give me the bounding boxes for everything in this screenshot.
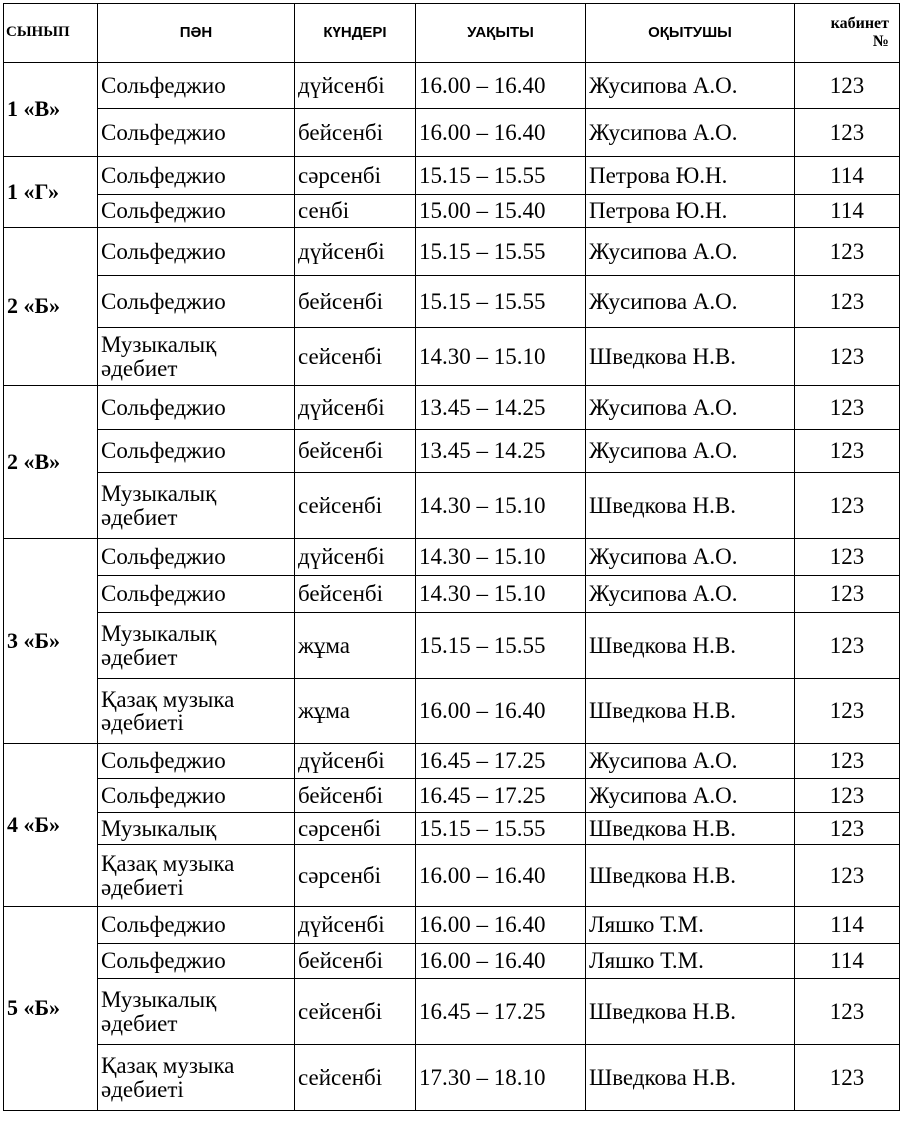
header-room-line2: № xyxy=(872,33,889,50)
teacher-cell: Шведкова Н.В. xyxy=(586,979,795,1045)
class-cell: 5 «Б» xyxy=(4,907,98,1111)
subject-line: әдебиет xyxy=(101,1010,178,1036)
table-row xyxy=(4,228,900,276)
room-cell: 114 xyxy=(795,195,900,228)
room-cell: 114 xyxy=(795,907,900,944)
time-cell: 17.30 – 18.10 xyxy=(416,1045,586,1111)
time-cell: 16.00 – 16.40 xyxy=(416,907,586,944)
room-cell: 123 xyxy=(795,813,900,845)
subject-cell xyxy=(98,613,295,679)
header-row xyxy=(4,4,900,63)
subject-cell xyxy=(98,679,295,744)
time-cell: 16.00 – 16.40 xyxy=(416,845,586,907)
time-cell: 16.45 – 17.25 xyxy=(416,979,586,1045)
subject-cell xyxy=(98,1045,295,1111)
day-cell: дүйсенбі xyxy=(295,63,416,109)
subject-cell xyxy=(98,276,295,328)
time-cell: 14.30 – 15.10 xyxy=(416,328,586,386)
time-cell: 16.45 – 17.25 xyxy=(416,779,586,813)
subject-cell xyxy=(98,744,295,779)
day-cell: сәрсенбі xyxy=(295,813,416,845)
subject-line: Сольфеджио xyxy=(101,288,226,314)
time-cell: 15.15 – 15.55 xyxy=(416,228,586,276)
room-cell: 123 xyxy=(795,539,900,576)
teacher-cell: Жусипова А.О. xyxy=(586,576,795,613)
table-header xyxy=(4,4,900,63)
subject-line: Сольфеджио xyxy=(101,544,226,570)
header-room xyxy=(795,4,900,63)
teacher-cell: Жусипова А.О. xyxy=(586,430,795,473)
room-cell: 123 xyxy=(795,613,900,679)
teacher-cell: Шведкова Н.В. xyxy=(586,328,795,386)
teacher-cell: Шведкова Н.В. xyxy=(586,813,795,845)
day-cell: жұма xyxy=(295,679,416,744)
room-cell: 123 xyxy=(795,228,900,276)
subject-line: әдебиет xyxy=(101,355,178,381)
subject-cell xyxy=(98,907,295,944)
table-row xyxy=(4,157,900,195)
header-room-line1: кабинет xyxy=(830,14,889,32)
subject-line: әдебиет xyxy=(101,644,178,670)
time-cell: 16.00 – 16.40 xyxy=(416,109,586,157)
teacher-cell: Жусипова А.О. xyxy=(586,228,795,276)
day-cell: дүйсенбі xyxy=(295,386,416,430)
teacher-cell: Жусипова А.О. xyxy=(586,539,795,576)
room-cell: 114 xyxy=(795,157,900,195)
subject-line: Сольфеджио xyxy=(101,119,226,145)
day-cell: бейсенбі xyxy=(295,944,416,979)
subject-line: Сольфеджио xyxy=(101,162,226,188)
subject-cell xyxy=(98,109,295,157)
room-cell: 123 xyxy=(795,744,900,779)
table-row xyxy=(4,109,900,157)
subject-line: Музыкалық xyxy=(101,621,217,647)
room-cell: 123 xyxy=(795,979,900,1045)
day-cell: дүйсенбі xyxy=(295,907,416,944)
room-cell: 123 xyxy=(795,679,900,744)
subject-line: Қазақ музыка xyxy=(101,1053,235,1079)
day-cell: дүйсенбі xyxy=(295,539,416,576)
time-cell: 13.45 – 14.25 xyxy=(416,386,586,430)
table-row xyxy=(4,195,900,228)
teacher-cell: Жусипова А.О. xyxy=(586,276,795,328)
day-cell: сейсенбі xyxy=(295,979,416,1045)
table-row xyxy=(4,779,900,813)
room-cell: 114 xyxy=(795,944,900,979)
subject-line: Сольфеджио xyxy=(101,948,226,974)
table-body xyxy=(4,63,900,1111)
subject-line: Сольфеджио xyxy=(101,782,226,808)
room-cell: 123 xyxy=(795,845,900,907)
subject-line: Сольфеджио xyxy=(101,438,226,464)
table-row xyxy=(4,539,900,576)
table-row xyxy=(4,386,900,430)
header-time: УАҚЫТЫ xyxy=(416,4,586,63)
class-cell: 2 «Б» xyxy=(4,228,98,386)
day-cell: сейсенбі xyxy=(295,473,416,539)
subject-cell xyxy=(98,576,295,613)
subject-line: Музыкалық xyxy=(101,332,217,358)
table-row xyxy=(4,613,900,679)
header-subject: ПӘН xyxy=(98,4,295,63)
subject-line: әдебиеті xyxy=(101,710,184,735)
room-cell: 123 xyxy=(795,473,900,539)
room-cell: 123 xyxy=(795,63,900,109)
teacher-cell: Шведкова Н.В. xyxy=(586,679,795,744)
table-row xyxy=(4,473,900,539)
class-cell: 4 «Б» xyxy=(4,744,98,907)
header-days: КҮНДЕРІ xyxy=(295,4,416,63)
subject-line: Сольфеджио xyxy=(101,394,226,420)
subject-cell xyxy=(98,979,295,1045)
subject-line: Музыкалық xyxy=(101,481,217,507)
table-row xyxy=(4,744,900,779)
day-cell: жұма xyxy=(295,613,416,679)
table-row xyxy=(4,576,900,613)
subject-cell xyxy=(98,386,295,430)
time-cell: 15.15 – 15.55 xyxy=(416,613,586,679)
day-cell: сенбі xyxy=(295,195,416,228)
teacher-cell: Петрова Ю.Н. xyxy=(586,157,795,195)
teacher-cell: Жусипова А.О. xyxy=(586,386,795,430)
room-cell: 123 xyxy=(795,386,900,430)
time-cell: 15.15 – 15.55 xyxy=(416,276,586,328)
day-cell: бейсенбі xyxy=(295,779,416,813)
day-cell: бейсенбі xyxy=(295,430,416,473)
table-row xyxy=(4,63,900,109)
table-row xyxy=(4,907,900,944)
time-cell: 16.45 – 17.25 xyxy=(416,744,586,779)
class-cell: 3 «Б» xyxy=(4,539,98,744)
teacher-cell: Жусипова А.О. xyxy=(586,779,795,813)
room-cell: 123 xyxy=(795,109,900,157)
teacher-cell: Ляшко Т.М. xyxy=(586,907,795,944)
subject-cell xyxy=(98,328,295,386)
subject-cell xyxy=(98,157,295,195)
table-row xyxy=(4,276,900,328)
day-cell: бейсенбі xyxy=(295,109,416,157)
table-row xyxy=(4,1045,900,1111)
subject-line: әдебиеті xyxy=(101,874,184,900)
time-cell: 15.00 – 15.40 xyxy=(416,195,586,228)
subject-line: Сольфеджио xyxy=(101,748,226,774)
time-cell: 15.15 – 15.55 xyxy=(416,157,586,195)
subject-cell xyxy=(98,195,295,228)
teacher-cell: Шведкова Н.В. xyxy=(586,1045,795,1111)
table-row xyxy=(4,328,900,386)
time-cell: 16.00 – 16.40 xyxy=(416,944,586,979)
header-teacher: ОҚЫТУШЫ xyxy=(586,4,795,63)
time-cell: 14.30 – 15.10 xyxy=(416,576,586,613)
table-row xyxy=(4,430,900,473)
subject-line: Сольфеджио xyxy=(101,238,226,264)
teacher-cell: Жусипова А.О. xyxy=(586,109,795,157)
day-cell: бейсенбі xyxy=(295,276,416,328)
day-cell: дүйсенбі xyxy=(295,228,416,276)
room-cell: 123 xyxy=(795,430,900,473)
subject-line: әдебиеті xyxy=(101,1076,184,1102)
teacher-cell: Ляшко Т.М. xyxy=(586,944,795,979)
subject-cell xyxy=(98,779,295,813)
day-cell: дүйсенбі xyxy=(295,744,416,779)
day-cell: сәрсенбі xyxy=(295,157,416,195)
subject-cell xyxy=(98,813,295,845)
schedule-table xyxy=(3,3,900,1111)
room-cell: 123 xyxy=(795,1045,900,1111)
teacher-cell: Жусипова А.О. xyxy=(586,744,795,779)
subject-line: Сольфеджио xyxy=(101,72,226,98)
subject-cell xyxy=(98,944,295,979)
class-cell: 2 «В» xyxy=(4,386,98,539)
subject-cell xyxy=(98,63,295,109)
class-cell: 1 «Г» xyxy=(4,157,98,228)
subject-line: Қазақ музыка xyxy=(101,686,235,712)
subject-line: Музыкалық xyxy=(101,987,217,1013)
table-row xyxy=(4,813,900,845)
time-cell: 14.30 – 15.10 xyxy=(416,539,586,576)
time-cell: 13.45 – 14.25 xyxy=(416,430,586,473)
time-cell: 14.30 – 15.10 xyxy=(416,473,586,539)
teacher-cell: Петрова Ю.Н. xyxy=(586,195,795,228)
day-cell: сәрсенбі xyxy=(295,845,416,907)
time-cell: 16.00 – 16.40 xyxy=(416,63,586,109)
subject-line: Сольфеджио xyxy=(101,581,226,607)
subject-cell xyxy=(98,539,295,576)
time-cell: 15.15 – 15.55 xyxy=(416,813,586,845)
table-row xyxy=(4,679,900,744)
teacher-cell: Шведкова Н.В. xyxy=(586,473,795,539)
class-cell: 1 «В» xyxy=(4,63,98,157)
room-cell: 123 xyxy=(795,779,900,813)
day-cell: сейсенбі xyxy=(295,1045,416,1111)
day-cell: бейсенбі xyxy=(295,576,416,613)
header-class: СЫНЫП xyxy=(4,4,98,63)
time-cell: 16.00 – 16.40 xyxy=(416,679,586,744)
table-row xyxy=(4,944,900,979)
subject-line: әдебиет xyxy=(101,504,178,530)
subject-line: Қазақ музыка xyxy=(101,851,235,877)
table-row xyxy=(4,845,900,907)
teacher-cell: Шведкова Н.В. xyxy=(586,845,795,907)
teacher-cell: Шведкова Н.В. xyxy=(586,613,795,679)
subject-line: Сольфеджио xyxy=(101,198,226,224)
subject-cell xyxy=(98,845,295,907)
table-row xyxy=(4,979,900,1045)
room-cell: 123 xyxy=(795,328,900,386)
room-cell: 123 xyxy=(795,576,900,613)
day-cell: сейсенбі xyxy=(295,328,416,386)
subject-cell xyxy=(98,430,295,473)
subject-line: Музыкалық xyxy=(101,815,217,841)
teacher-cell: Жусипова А.О. xyxy=(586,63,795,109)
subject-cell xyxy=(98,473,295,539)
room-cell: 123 xyxy=(795,276,900,328)
subject-line: Сольфеджио xyxy=(101,912,226,938)
subject-cell xyxy=(98,228,295,276)
